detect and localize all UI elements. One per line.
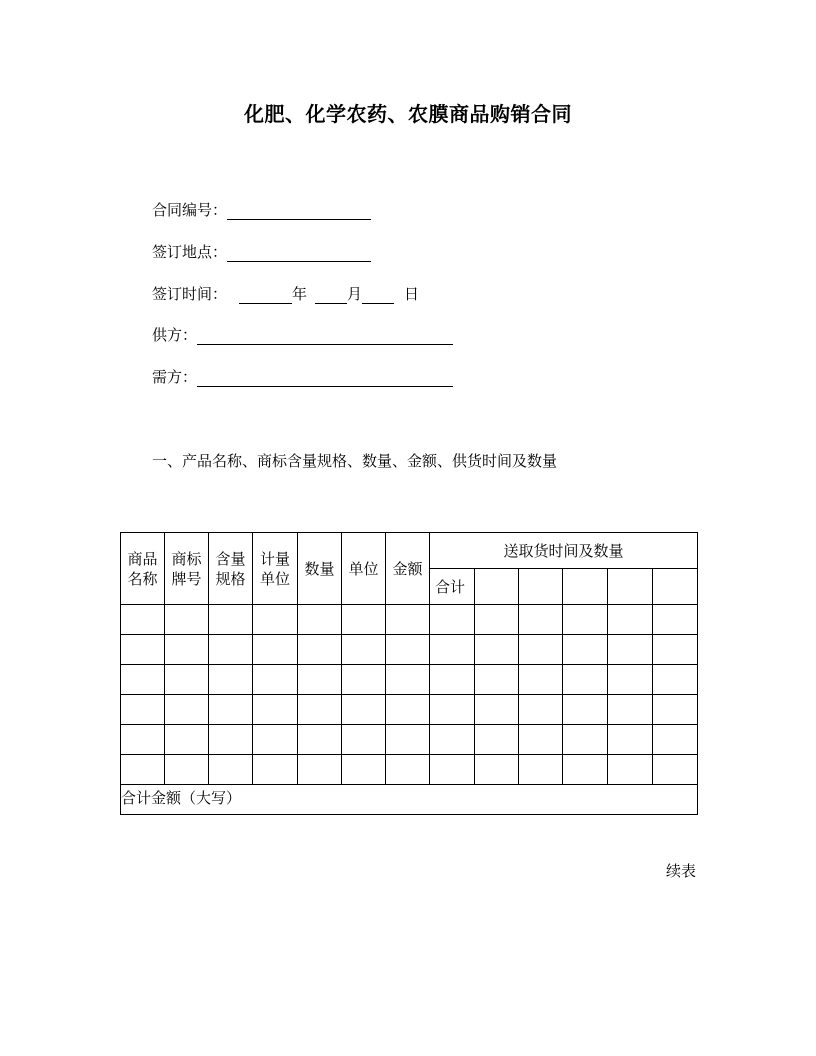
total-amount-label[interactable]: 合计金额（大写） [121, 785, 698, 815]
table-cell[interactable] [653, 725, 698, 755]
table-cell[interactable] [430, 605, 475, 635]
sign-day-blank[interactable] [362, 286, 394, 304]
table-cell[interactable] [165, 665, 209, 695]
table-row [121, 695, 698, 725]
header-delivery: 送取货时间及数量 [430, 533, 698, 569]
table-cell[interactable] [342, 635, 386, 665]
table-cell[interactable] [608, 725, 653, 755]
table-cell[interactable] [342, 695, 386, 725]
supplier-label: 供方： [152, 326, 198, 344]
table-cell[interactable] [342, 755, 386, 785]
table-cell[interactable] [386, 725, 430, 755]
header-subtotal: 合计 [430, 569, 475, 605]
table-cell[interactable] [430, 755, 475, 785]
table-cell[interactable] [165, 695, 209, 725]
table-cell[interactable] [386, 695, 430, 725]
table-cell[interactable] [653, 605, 698, 635]
table-cell[interactable] [430, 665, 475, 695]
table-cell[interactable] [475, 605, 519, 635]
table-cell[interactable] [563, 665, 608, 695]
table-cell[interactable] [430, 725, 475, 755]
header-brand: 商标 牌号 [165, 533, 209, 605]
table-cell[interactable] [653, 755, 698, 785]
table-cell[interactable] [563, 695, 608, 725]
table-cell[interactable] [165, 635, 209, 665]
table-cell[interactable] [519, 569, 563, 605]
table-cell[interactable] [386, 665, 430, 695]
table-cell[interactable] [430, 635, 475, 665]
table-cell[interactable] [209, 665, 253, 695]
header-amount: 金额 [386, 533, 430, 605]
table-cell[interactable] [519, 755, 563, 785]
table-cell[interactable] [298, 635, 342, 665]
table-header-row [121, 533, 698, 569]
table-cell[interactable] [519, 635, 563, 665]
table-cell[interactable] [253, 665, 298, 695]
header-spec: 含量 规格 [209, 533, 253, 605]
table-cell[interactable] [165, 725, 209, 755]
table-cell[interactable] [430, 695, 475, 725]
buyer-field [152, 367, 453, 387]
sign-month-blank[interactable] [315, 286, 347, 304]
supplier-field [152, 325, 453, 345]
table-cell[interactable] [121, 725, 165, 755]
sign-place-label: 签订地点： [152, 243, 228, 261]
table-cell[interactable] [165, 755, 209, 785]
table-cell[interactable] [121, 665, 165, 695]
table-cell[interactable] [608, 695, 653, 725]
header-product-name: 商品 名称 [121, 533, 165, 605]
table-cell[interactable] [253, 755, 298, 785]
header-measure-unit: 计量 单位 [253, 533, 298, 605]
table-cell[interactable] [563, 635, 608, 665]
day-label: 日 [404, 285, 420, 303]
table-cell[interactable] [608, 635, 653, 665]
sign-time-field [152, 284, 419, 304]
table-cell[interactable] [121, 635, 165, 665]
table-cell[interactable] [608, 755, 653, 785]
table-cell[interactable] [253, 695, 298, 725]
sign-place-blank[interactable] [227, 244, 371, 262]
table-cell[interactable] [475, 725, 519, 755]
table-cell[interactable] [298, 725, 342, 755]
contract-number-field [152, 200, 371, 220]
table-cell[interactable] [342, 725, 386, 755]
table-cell[interactable] [475, 665, 519, 695]
table-cell[interactable] [209, 635, 253, 665]
buyer-label: 需方： [152, 368, 198, 386]
table-cell[interactable] [121, 695, 165, 725]
contract-number-label: 合同编号： [152, 201, 228, 219]
table-cell[interactable] [165, 605, 209, 635]
table-cell[interactable] [386, 635, 430, 665]
table-cell[interactable] [298, 665, 342, 695]
contract-number-blank[interactable] [227, 202, 371, 220]
table-cell[interactable] [563, 569, 608, 605]
table-cell[interactable] [653, 635, 698, 665]
table-total-row [121, 785, 698, 815]
goods-table [120, 532, 698, 815]
table-cell[interactable] [253, 605, 298, 635]
table-cell[interactable] [519, 725, 563, 755]
table-cell[interactable] [519, 605, 563, 635]
table-cell[interactable] [608, 605, 653, 635]
table-cell[interactable] [475, 635, 519, 665]
table-cell[interactable] [253, 725, 298, 755]
table-cell[interactable] [475, 755, 519, 785]
sign-time-label: 签订时间： [152, 285, 228, 303]
table-cell[interactable] [342, 605, 386, 635]
buyer-blank[interactable] [197, 369, 453, 387]
table-cell[interactable] [653, 695, 698, 725]
table-cell[interactable] [209, 755, 253, 785]
table-cell[interactable] [386, 605, 430, 635]
table-row [121, 605, 698, 635]
table-cell[interactable] [209, 695, 253, 725]
month-label: 月 [347, 285, 363, 303]
table-cell[interactable] [563, 605, 608, 635]
table-cell[interactable] [386, 755, 430, 785]
table-row [121, 665, 698, 695]
year-label: 年 [292, 285, 308, 303]
header-unit: 单位 [342, 533, 386, 605]
table-cell[interactable] [298, 605, 342, 635]
table-cell[interactable] [519, 665, 563, 695]
table-cell[interactable] [209, 725, 253, 755]
table-cell[interactable] [342, 665, 386, 695]
table-cell[interactable] [653, 569, 698, 605]
table-cell[interactable] [608, 665, 653, 695]
table-cell[interactable] [121, 755, 165, 785]
continued-label: 续表 [665, 862, 696, 880]
table-cell[interactable] [608, 569, 653, 605]
header-quantity: 数量 [298, 533, 342, 605]
table-cell[interactable] [298, 695, 342, 725]
sign-year-blank[interactable] [239, 286, 292, 304]
table-row [121, 755, 698, 785]
sign-place-field [152, 242, 371, 262]
table-cell[interactable] [298, 755, 342, 785]
table-cell[interactable] [519, 695, 563, 725]
table-row [121, 635, 698, 665]
section-heading: 一、产品名称、商标含量规格、数量、金额、供货时间及数量 [152, 452, 558, 470]
table-cell[interactable] [475, 695, 519, 725]
table-cell[interactable] [121, 605, 165, 635]
page-title: 化肥、化学农药、农膜商品购销合同 [244, 102, 572, 126]
table-cell[interactable] [653, 665, 698, 695]
table-cell[interactable] [563, 725, 608, 755]
table-cell[interactable] [253, 635, 298, 665]
table-row [121, 725, 698, 755]
table-cell[interactable] [475, 569, 519, 605]
table-cell[interactable] [209, 605, 253, 635]
table-cell[interactable] [563, 755, 608, 785]
supplier-blank[interactable] [197, 327, 453, 345]
